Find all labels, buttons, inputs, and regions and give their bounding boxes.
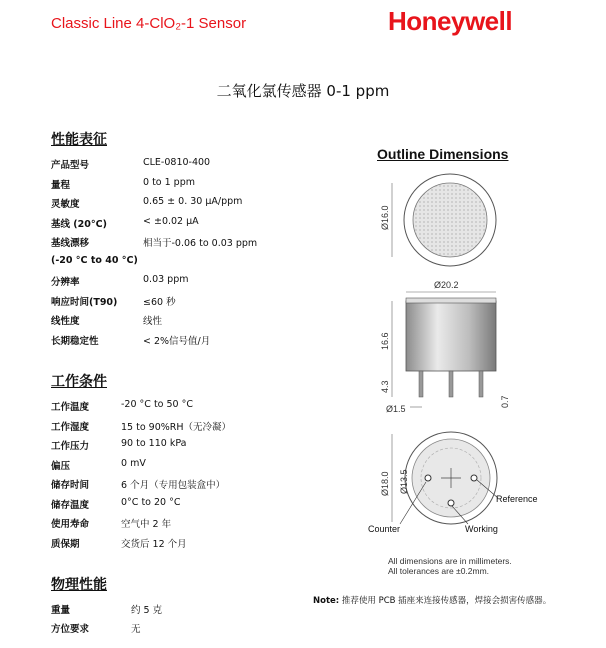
spec-label: 使用寿命: [51, 519, 90, 530]
section-heading-conditions: 工作条件: [51, 374, 107, 390]
spec-label: 工作湿度: [51, 421, 90, 433]
spec-value: -20 °C to 50 °C: [121, 399, 193, 410]
section-heading-performance: 性能表征: [51, 132, 107, 148]
spec-label: 储存温度: [51, 499, 90, 511]
spec-value: 空气中 2 年: [121, 519, 172, 530]
spec-value: 交货后 12 个月: [121, 538, 187, 550]
dim-pcd-inner: Ø13.5: [399, 469, 409, 494]
label-counter: Counter: [368, 524, 401, 534]
spec-label: 基线 (20°C): [51, 218, 107, 230]
spec-label: 量程: [51, 179, 71, 191]
spec-label: 分辨率: [51, 277, 80, 288]
spec-label: 基线漂移: [51, 238, 90, 249]
footnote-units: All dimensions are in millimeters.: [388, 556, 512, 566]
spec-label: 方位要求: [51, 624, 90, 635]
document-title: 二氧化氯传感器 0-1 ppm: [216, 82, 390, 100]
spec-label: 偏压: [51, 460, 71, 472]
spec-value: 0.65 ± 0. 30 μA/ppm: [143, 196, 243, 207]
outline-dimensions-heading: Outline Dimensions: [377, 146, 509, 162]
label-reference: Reference: [496, 494, 538, 504]
label-working: Working: [465, 524, 498, 534]
top-view: [380, 174, 496, 266]
outline-drawing: [350, 168, 550, 568]
spec-value: CLE-0810-400: [143, 157, 211, 168]
note-text: 推荐使用 PCB 插座来连接传感器，焊接会损害传感器。: [339, 596, 552, 606]
spec-label: 储存时间: [51, 480, 90, 491]
spec-value: 90 to 110 kPa: [121, 438, 187, 449]
spec-value: 线性: [143, 316, 163, 327]
spec-label: 质保期: [51, 538, 80, 550]
note: [313, 596, 553, 607]
spec-value: 0 mV: [121, 457, 146, 469]
spec-value: ≤60 秒: [143, 296, 176, 308]
bottom-view: [380, 432, 498, 524]
spec-value: 6 个月（专用包装盒中）: [121, 480, 226, 491]
spec-label: 工作温度: [51, 402, 90, 413]
spec-label: 长期稳定性: [51, 335, 99, 347]
spec-label: 响应时间(T90): [51, 296, 118, 308]
dim-pcd-outer: Ø18.0: [380, 471, 390, 496]
side-view: [380, 280, 510, 414]
spec-label: 重量: [51, 605, 71, 616]
note-prefix: Note:: [313, 596, 340, 606]
section-heading-physical: 物理性能: [51, 577, 107, 593]
dim-top-dia: Ø16.0: [380, 205, 390, 230]
dim-height: 16.6: [380, 332, 390, 350]
spec-label: 工作压力: [51, 441, 90, 452]
footnote-tolerance: All tolerances are ±0.2mm.: [388, 566, 490, 576]
spec-value: 无: [131, 624, 141, 635]
spec-label: 灵敏度: [51, 199, 80, 210]
spec-label: 产品型号: [51, 160, 90, 171]
dim-pin-gap: 0.7: [500, 395, 510, 408]
product-line-title: Classic Line 4-ClO₂-1 Sensor: [51, 15, 247, 32]
spec-value: 0.03 ppm: [143, 274, 189, 285]
spec-value: 相当于-0.06 to 0.03 ppm: [143, 238, 258, 249]
spec-value: 约 5 克: [131, 605, 163, 616]
spec-value: 15 to 90%RH（无冷凝）: [121, 421, 232, 433]
spec-value: 0°C to 20 °C: [121, 496, 181, 508]
spec-label: (-20 °C to 40 °C): [51, 254, 138, 266]
dim-pin-dia: Ø1.5: [386, 404, 406, 414]
spec-value: < 2%信号值/月: [143, 335, 211, 347]
spec-value: 0 to 1 ppm: [143, 176, 195, 188]
spec-label: 线性度: [51, 316, 80, 327]
spec-value: < ±0.02 μA: [143, 215, 199, 227]
dim-body-dia: Ø20.2: [434, 280, 459, 290]
honeywell-logo: Honeywell: [388, 6, 513, 36]
dim-pin-length: 4.3: [380, 380, 390, 393]
